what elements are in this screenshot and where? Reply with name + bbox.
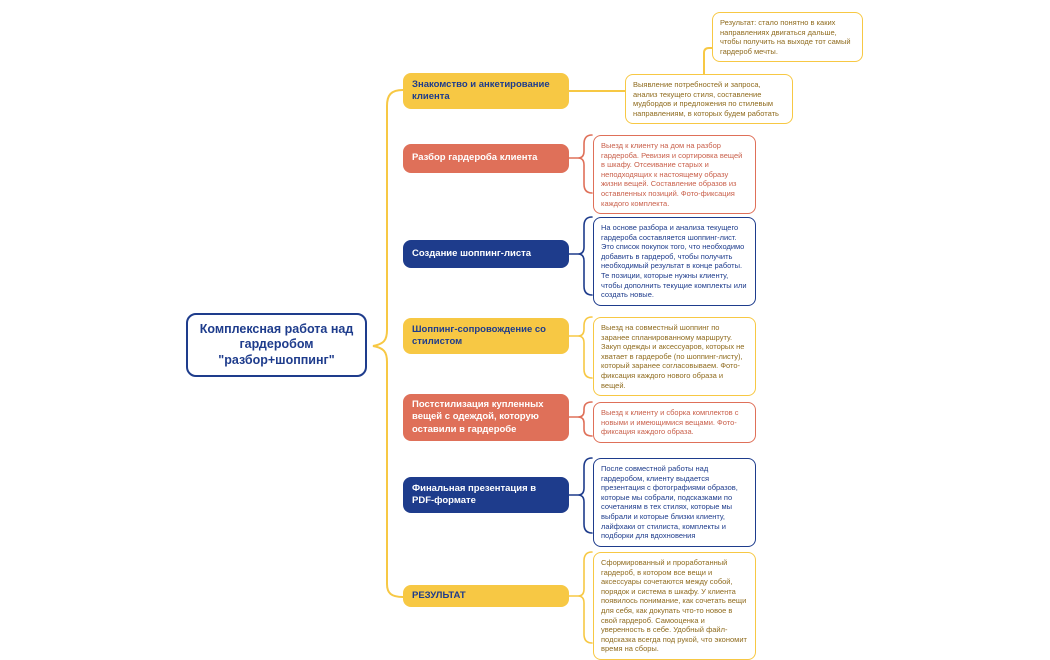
branch-label: Создание шоппинг-листа	[412, 247, 532, 259]
branch-label: Финальная презентация в PDF-формате	[412, 482, 537, 506]
branch4-note-brace	[569, 317, 592, 378]
branch5-note-brace	[569, 402, 592, 436]
note-shopping-list[interactable]	[593, 217, 756, 306]
branch2-note-brace	[569, 135, 592, 193]
branch3-note-brace	[569, 217, 592, 295]
note-text: После совместной работы над гардеробом, клиенту выдается презентация с фотографиями образов, которые мы собрали, подсказками по сочетаниям в тех стилях, которые мы выбрали и которые близки клиенту, лайфхаки от стилиста, комплекты и подборки для вдохновения	[601, 464, 738, 541]
branch7-note-brace	[569, 552, 592, 643]
branch6-note-brace	[569, 458, 592, 533]
branch-node-intro-survey[interactable]	[403, 73, 569, 109]
branch-node-shopping-accompaniment[interactable]	[403, 318, 569, 354]
branch-node-post-styling[interactable]	[403, 394, 569, 441]
branch-node-shopping-list[interactable]	[403, 240, 569, 268]
note-shopping-accompaniment[interactable]	[593, 317, 756, 396]
note-intro-survey[interactable]	[625, 74, 793, 124]
branch-label: Шоппинг-сопровождение со стилистом	[412, 323, 546, 347]
branch-node-wardrobe-review[interactable]	[403, 144, 569, 173]
note-post-styling[interactable]	[593, 402, 756, 443]
top-result-note-text: Результат: стало понятно в каких направлениях двигаться дальше, чтобы получить на выходе тот самый гардероб мечты.	[720, 18, 851, 56]
branch-label: РЕЗУЛЬТАТ	[412, 589, 466, 601]
note-text: Выезд к клиенту на дом на разбор гардероба. Ревизия и сортировка вещей в шкафу. Отсеивание старых и неподходящих к настоящему образу жизни вещей. Составление образов из оставленных позиций. Фото-фиксация каждого комплекта.	[601, 141, 743, 208]
branch-node-final-presentation[interactable]	[403, 477, 569, 513]
root-node[interactable]	[186, 313, 367, 377]
note-text: Выезд на совместный шоппинг по заранее спланированному маршруту. Закуп одежды и аксессуаров, которых не хватает в гардеробе (по шоппинг-листу), который заранее согласовываем. Фото-фиксация каждого нового образа и вещей.	[601, 323, 745, 390]
branch-node-result[interactable]	[403, 585, 569, 607]
note-text: Выезд к клиенту и сборка комплектов с новыми и имеющимися вещами. Фото-фиксация каждого образа.	[601, 408, 739, 437]
note-final-presentation[interactable]	[593, 458, 756, 547]
root-node-label: Комплексная работа над гардеробом "разбор+шоппинг"	[199, 322, 354, 367]
root-brace-connector	[373, 90, 403, 597]
note-wardrobe-review[interactable]	[593, 135, 756, 214]
branch-label: Разбор гардероба клиента	[412, 152, 538, 164]
note-result[interactable]	[593, 552, 756, 660]
note-text: Выявление потребностей и запроса, анализ текущего стиля, составление мудбордов и предложения по стилевым направлениям, в которых будем работать	[633, 80, 779, 118]
note-text: Сформированный и проработанный гардероб, в котором все вещи и аксессуары сочетаются между собой, порядок и система в шкафу. У клиента появилось понимание, как сочетать вещи для себя, как докупать что-то новое в свой гардероб. Самооценка и уверенность в себе. Удобный файл-подсказка всегда под рукой, что экономит время на сборы.	[601, 558, 747, 654]
branch-label: Знакомство и анкетирование клиента	[412, 78, 550, 102]
top-result-note[interactable]	[712, 12, 863, 62]
branch-label: Постстилизация купленных вещей с одеждой, которую оставили в гардеробе	[412, 398, 544, 435]
note-text: На основе разбора и анализа текущего гардероба составляется шоппинг-лист. Это список покупок того, что необходимо добавить в гардероб, чтобы получить необходимый результат в конце работы. Те позиции, которые нужны клиенту, чтобы дополнить текущие комплекты или создать новые.	[601, 223, 747, 300]
